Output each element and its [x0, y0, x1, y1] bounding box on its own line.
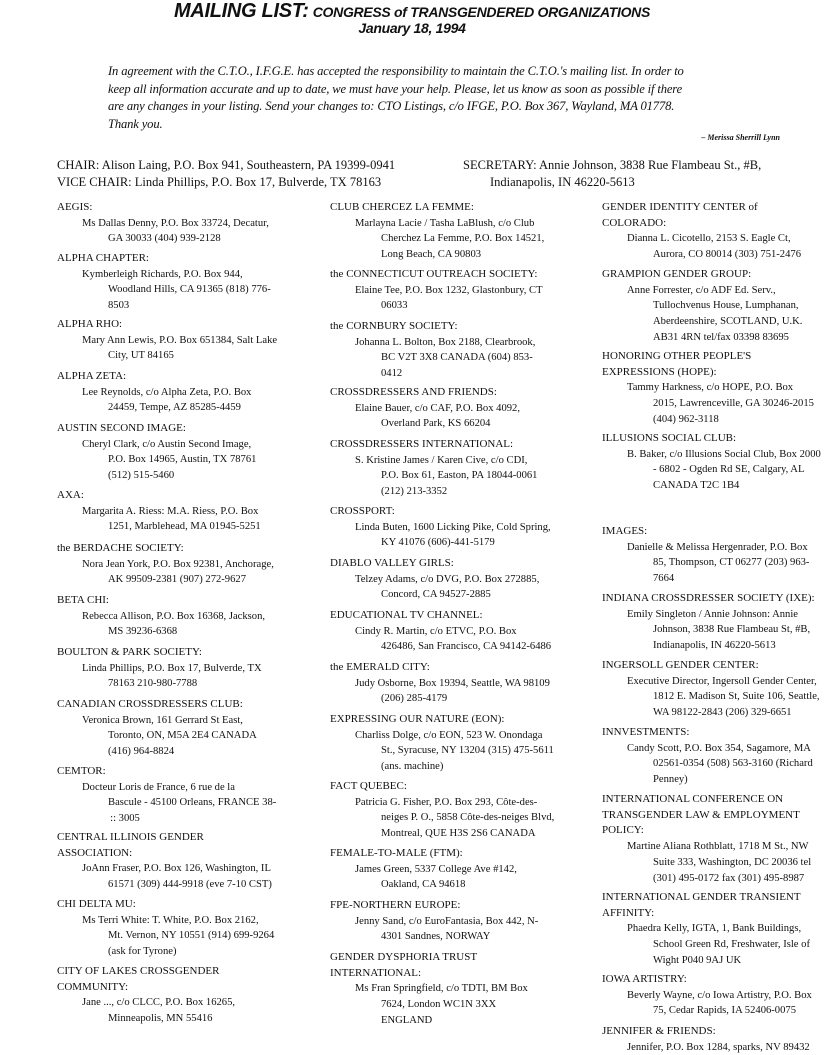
- organization-name: IMAGES:: [602, 525, 648, 537]
- officers-left: [57, 157, 457, 191]
- address-line: MS 39236-6368: [108, 626, 178, 638]
- organization-name: GENDER IDENTITY CENTER of: [602, 201, 758, 213]
- mailing-list-entry: [330, 950, 595, 1029]
- mailing-list-entry: [330, 437, 595, 500]
- contact-name-line: Elaine Bauer, c/o CAF, P.O. Box 4092,: [355, 402, 520, 414]
- address-line: (404) 962-3118: [653, 413, 719, 425]
- address-line: WA 98122-2843 (206) 329-6651: [653, 707, 792, 719]
- contact-name-line: Rebecca Allison, P.O. Box 16368, Jackson,: [82, 610, 266, 622]
- address-line: Concord, CA 94527-2885: [381, 589, 491, 601]
- mailing-list-entry: [330, 200, 595, 263]
- mailing-list-entry: [330, 556, 595, 603]
- mailing-list-entry: [57, 200, 322, 247]
- organization-name: ASSOCIATION:: [57, 846, 133, 859]
- contact-name-line: Linda Phillips, P.O. Box 17, Bulverde, TX: [82, 662, 262, 674]
- mailing-list-entry: [330, 267, 595, 314]
- address-line: - 6802 - Ogden Rd SE, Calgary, AL: [653, 464, 805, 476]
- address-line: 61571 (309) 444-9918 (eve 7-10 CST): [108, 879, 272, 891]
- address-line: Cherchez La Femme, P.O. Box 14521,: [381, 233, 545, 245]
- address-line: Johnson, 3838 Rue Flambeau St, #B,: [653, 624, 811, 636]
- organization-name: INTERNATIONAL GENDER TRANSIENT: [602, 891, 801, 903]
- mailing-list-entry: [602, 524, 824, 587]
- mailing-list-entry: [602, 349, 824, 428]
- mailing-list-entry: [57, 421, 322, 484]
- organization-name: INTERNATIONAL:: [330, 966, 422, 979]
- mailing-list-entry: [57, 317, 322, 364]
- organization-name: AFFINITY:: [602, 906, 655, 919]
- address-line: Aurora, CO 80014 (303) 751-2476: [653, 249, 801, 261]
- mailing-list-entry: [602, 658, 824, 721]
- contact-name-line: Elaine Tee, P.O. Box 1232, Glastonbury, CT: [355, 284, 543, 296]
- contact-name-line: Martine Aliana Rothblatt, 1718 M St., NW: [627, 841, 809, 853]
- contact-name-line: Johanna L. Bolton, Box 2188, Clearbrook,: [355, 336, 536, 348]
- organization-name: CROSSPORT:: [330, 505, 395, 517]
- contact-name-line: Telzey Adams, c/o DVG, P.O. Box 272885,: [355, 573, 540, 585]
- contact-name-line: Jane ..., c/o CLCC, P.O. Box 16265,: [82, 997, 236, 1009]
- organization-name: DIABLO VALLEY GIRLS:: [330, 557, 454, 569]
- address-line: 78163 210-980-7788: [108, 678, 198, 690]
- mailing-list-entry: [602, 725, 824, 788]
- mailing-list-entry: [602, 431, 824, 494]
- contact-name-line: Nora Jean York, P.O. Box 92381, Anchorage,: [82, 558, 274, 570]
- address-line: (206) 285-4179: [381, 693, 448, 705]
- contact-name-line: Beverly Wayne, c/o Iowa Artistry, P.O. Box: [627, 989, 812, 1001]
- address-line: City, UT 84165: [108, 350, 174, 362]
- address-line: 85, Thompson, CT 06277 (203) 963-: [653, 557, 810, 569]
- contact-name-line: Candy Scott, P.O. Box 354, Sagamore, MA: [627, 742, 811, 754]
- mailing-list-entry: [330, 660, 595, 707]
- address-line: 8503: [108, 300, 130, 312]
- organization-name: INTERNATIONAL CONFERENCE ON: [602, 793, 784, 805]
- intro-line: keep all information accurate and up to date, we must have your help. Please, let us know as soon as possible if there: [108, 81, 683, 96]
- organization-name: AUSTIN SECOND IMAGE:: [57, 422, 186, 434]
- organization-name: GENDER DYSPHORIA TRUST: [330, 951, 478, 963]
- contact-name-line: Mary Ann Lewis, P.O. Box 651384, Salt Lake: [82, 334, 278, 346]
- organization-name: FEMALE-TO-MALE (FTM):: [330, 847, 463, 859]
- address-line: :: 3005: [108, 813, 140, 825]
- mailing-list-entry: [57, 764, 322, 827]
- mailing-list-entry: [57, 645, 322, 692]
- address-line: Overland Park, KS 66204: [381, 418, 491, 430]
- address-line: KY 41076 (606)-441-5179: [381, 537, 495, 549]
- mailing-list-entry: [57, 369, 322, 416]
- mailing-list-entry: [330, 712, 595, 775]
- organization-name: GRAMPION GENDER GROUP:: [602, 268, 752, 280]
- organization-name: ILLUSIONS SOCIAL CLUB:: [602, 432, 737, 444]
- contact-name-line: Emily Singleton / Annie Johnson: Annie: [627, 608, 798, 620]
- contact-name-line: B. Baker, c/o Illusions Social Club, Box 2000: [627, 448, 821, 460]
- address-line: Oakland, CA 94618: [381, 879, 466, 891]
- address-line: 0412: [381, 368, 403, 380]
- address-line: BC V2T 3X8 CANADA (604) 853-: [381, 352, 533, 364]
- page-date: January 18, 1994: [358, 20, 466, 36]
- organization-name: TRANSGENDER LAW & EMPLOYMENT: [602, 808, 800, 821]
- intro-line: In agreement with the C.T.O., I.F.G.E. has accepted the responsibility to maintain the C.T.O.'s mailing list. In order to: [108, 64, 684, 78]
- mailing-list-entry: [602, 200, 824, 263]
- contact-name-line: Charliss Dolge, c/o EON, 523 W. Onondaga: [355, 729, 543, 741]
- mailing-list-entry: [57, 251, 322, 314]
- contact-name-line: Kymberleigh Richards, P.O. Box 944,: [82, 268, 243, 280]
- address-line: 4301 Sandnes, NORWAY: [381, 931, 491, 943]
- contact-name-line: JoAnn Fraser, P.O. Box 126, Washington, IL: [82, 863, 271, 875]
- address-line: 2015, Lawrenceville, GA 30246-2015: [653, 398, 814, 410]
- organization-name: CROSSDRESSERS AND FRIENDS:: [330, 386, 497, 398]
- organization-name: AEGIS:: [57, 201, 93, 213]
- address-line: 02561-0354 (508) 563-3160 (Richard: [653, 758, 813, 770]
- intro-line: are any changes in your listing. Send your changes to: CTO Listings, c/o IFGE, P.O. Box 367, Wayland, MA 01778.: [108, 99, 675, 113]
- contact-name-line: Danielle & Melissa Hergenrader, P.O. Box: [627, 541, 808, 553]
- mailing-list-entry: [330, 846, 595, 893]
- organization-name: FPE-NORTHERN EUROPE:: [330, 899, 461, 911]
- address-line: Toronto, ON, M5A 2E4 CANADA: [108, 730, 257, 742]
- address-line: (512) 515-5460: [108, 470, 175, 482]
- mailing-list-entry: [57, 488, 322, 535]
- mailing-list-entry: [57, 697, 322, 760]
- organization-name: EDUCATIONAL TV CHANNEL:: [330, 609, 483, 621]
- organization-name: the CORNBURY SOCIETY:: [330, 320, 458, 332]
- address-line: 1812 E. Madison St, Suite 106, Seattle,: [653, 691, 820, 703]
- organization-name: CEMTOR:: [57, 765, 106, 777]
- organization-name: ALPHA ZETA:: [57, 370, 127, 382]
- contact-name-line: James Green, 5337 College Ave #142,: [355, 863, 517, 875]
- secretary-address: Indianapolis, IN 46220-5613: [490, 175, 635, 189]
- contact-name-line: Phaedra Kelly, IGTA, 1, Bank Buildings,: [627, 923, 802, 935]
- mailing-list-entry: [330, 779, 595, 842]
- address-line: P.O. Box 14965, Austin, TX 78761: [108, 454, 257, 466]
- address-line: Woodland Hills, CA 91365 (818) 776-: [108, 284, 271, 296]
- address-line: Penney): [653, 774, 688, 786]
- address-line: CANADA T2C 1B4: [653, 480, 740, 492]
- contact-name-line: Tammy Harkness, c/o HOPE, P.O. Box: [627, 382, 794, 394]
- mailing-list-entry: [57, 897, 322, 960]
- organization-name: EXPRESSING OUR NATURE (EON):: [330, 713, 505, 725]
- officers-right: [463, 157, 823, 191]
- contact-name-line: Lee Reynolds, c/o Alpha Zeta, P.O. Box: [82, 386, 252, 398]
- address-line: (ans. machine): [381, 761, 444, 773]
- contact-name-line: Anne Forrester, c/o ADF Ed. Serv.,: [627, 284, 776, 296]
- address-line: 24459, Tempe, AZ 85285-4459: [108, 402, 241, 414]
- contact-name-line: Veronica Brown, 161 Gerrard St East,: [82, 714, 243, 726]
- address-line: 06033: [381, 300, 408, 312]
- organization-name: HONORING OTHER PEOPLE'S: [602, 350, 752, 362]
- contact-name-line: Dianna L. Cicotello, 2153 S. Eagle Ct,: [627, 233, 791, 245]
- contact-name-line: Cindy R. Martin, c/o ETVC, P.O. Box: [355, 625, 517, 637]
- address-line: (416) 964-8824: [108, 746, 175, 758]
- address-line: (301) 495-0172 fax (301) 495-8987: [653, 872, 805, 884]
- organization-name: CHI DELTA MU:: [57, 898, 136, 910]
- contact-name-line: Ms Terri White: T. White, P.O. Box 2162,: [82, 914, 259, 926]
- intro-line: Thank you.: [108, 116, 163, 131]
- chair-line: CHAIR: Alison Laing, P.O. Box 941, Southeastern, PA 19399-0941: [57, 158, 396, 172]
- title-sub: CONGRESS of TRANSGENDERED ORGANIZATIONS: [312, 4, 651, 20]
- organization-name: JENNIFER & FRIENDS:: [602, 1025, 716, 1037]
- mailing-list-entry: [602, 267, 824, 346]
- address-line: 75, Cedar Rapids, IA 52406-0075: [653, 1005, 796, 1017]
- mailing-list-entry: [330, 504, 595, 551]
- contact-name-line: Executive Director, Ingersoll Gender Center,: [627, 675, 817, 687]
- address-line: AK 99509-2381 (907) 272-9627: [108, 574, 246, 586]
- organization-name: INNVESTMENTS:: [602, 726, 690, 738]
- address-line: Minneapolis, MN 55416: [108, 1013, 213, 1025]
- organization-name: the EMERALD CITY:: [330, 661, 430, 673]
- organization-name: the BERDACHE SOCIETY:: [57, 542, 184, 554]
- contact-name-line: Margarita A. Riess: M.A. Riess, P.O. Box: [82, 505, 259, 517]
- organization-name: CANADIAN CROSSDRESSERS CLUB:: [57, 698, 243, 710]
- address-line: AB31 4RN tel/fax 03398 83695: [653, 331, 789, 343]
- mailing-list-entry: [57, 830, 322, 893]
- address-line: 1251, Marblehead, MA 01945-5251: [108, 521, 261, 533]
- organization-name: INDIANA CROSSDRESSER SOCIETY (IXE):: [602, 592, 815, 604]
- contact-name-line: Docteur Loris de France, 6 rue de la: [82, 781, 235, 793]
- organization-name: AXA:: [57, 489, 84, 501]
- address-line: 426486, San Francisco, CA 94142-6486: [381, 641, 552, 653]
- contact-name-line: Jennifer, P.O. Box 1284, sparks, NV 89432: [627, 1041, 810, 1053]
- organization-name: IOWA ARTISTRY:: [602, 973, 687, 985]
- organization-name: BOULTON & PARK SOCIETY:: [57, 646, 202, 658]
- contact-name-line: Jenny Sand, c/o EuroFantasia, Box 442, N-: [355, 915, 539, 927]
- mailing-list-entry: [602, 1024, 824, 1055]
- organization-name: FACT QUEBEC:: [330, 780, 407, 792]
- address-line: St., Syracuse, NY 13204 (315) 475-5611: [381, 745, 554, 757]
- secretary-line: SECRETARY: Annie Johnson, 3838 Rue Flambeau St., #B,: [463, 158, 762, 172]
- address-line: Tullochvenus House, Lumphanan,: [653, 300, 799, 312]
- address-line: Long Beach, CA 90803: [381, 249, 482, 261]
- address-line: 7624, London WC1N 3XX: [381, 999, 497, 1011]
- organization-name: ALPHA RHO:: [57, 318, 123, 330]
- contact-name-line: Patricia G. Fisher, P.O. Box 293, Côte-des-: [355, 796, 538, 808]
- organization-name: BETA CHI:: [57, 594, 109, 606]
- organization-name: CLUB CHERCEZ LA FEMME:: [330, 201, 474, 213]
- mailing-list-entry: [330, 608, 595, 655]
- address-line: neiges P. O., 5858 Côte-des-neiges Blvd,: [381, 812, 555, 824]
- address-line: 7664: [653, 573, 675, 585]
- address-line: Aberdeenshire, SCOTLAND, U.K.: [653, 316, 803, 328]
- mailing-list-entry: [57, 541, 322, 588]
- contact-name-line: Judy Osborne, Box 19394, Seattle, WA 98109: [355, 677, 550, 689]
- address-line: Mt. Vernon, NY 10551 (914) 699-9264: [108, 930, 275, 942]
- mailing-list-entry: [330, 319, 595, 382]
- organization-name: POLICY:: [602, 824, 644, 837]
- address-line: GA 30033 (404) 939-2128: [108, 233, 221, 245]
- contact-name-line: Linda Buten, 1600 Licking Pike, Cold Spring,: [355, 521, 551, 533]
- address-line: Bascule - 45100 Orleans, FRANCE 38-: [108, 797, 277, 809]
- mailing-list-entry: [330, 385, 595, 432]
- contact-name-line: Cheryl Clark, c/o Austin Second Image,: [82, 438, 252, 450]
- organization-name: COMMUNITY:: [57, 980, 129, 993]
- mailing-list-entry: [57, 964, 322, 1027]
- mailing-list-entry: [57, 593, 322, 640]
- organization-name: CENTRAL ILLINOIS GENDER: [57, 831, 204, 843]
- mailing-list-entry: [602, 972, 824, 1019]
- organization-name: the CONNECTICUT OUTREACH SOCIETY:: [330, 268, 538, 280]
- address-line: P.O. Box 61, Easton, PA 18044-0061: [381, 470, 538, 482]
- address-line: Montreal, QUE H3S 2S6 CANADA: [381, 828, 536, 840]
- intro-paragraph: [108, 63, 798, 133]
- signature: – Merissa Sherrill Lynn: [701, 133, 780, 142]
- title-main: MAILING LIST:: [173, 0, 309, 22]
- address-line: Indianapolis, IN 46220-5613: [653, 640, 776, 652]
- mailing-list-entry: [602, 890, 824, 969]
- organization-name: CROSSDRESSERS INTERNATIONAL:: [330, 438, 514, 450]
- address-line: Wight P040 9AJ UK: [653, 954, 742, 966]
- organization-name: EXPRESSIONS (HOPE):: [602, 365, 717, 378]
- contact-name-line: S. Kristine James / Karen Cive, c/o CDI,: [355, 454, 528, 466]
- organization-name: ALPHA CHAPTER:: [57, 252, 149, 264]
- mailing-list-entry: [602, 591, 824, 654]
- contact-name-line: Ms Fran Springfield, c/o TDTI, BM Box: [355, 983, 528, 995]
- mailing-list-entry: [602, 792, 824, 886]
- contact-name-line: Marlayna Lacie / Tasha LaBlush, c/o Club: [355, 217, 535, 229]
- address-line: School Green Rd, Freshwater, Isle of: [653, 939, 810, 951]
- address-line: ENGLAND: [381, 1014, 433, 1026]
- mailing-list-entry: [330, 898, 595, 945]
- address-line: (ask for Tyrone): [108, 946, 177, 958]
- contact-name-line: Ms Dallas Denny, P.O. Box 33724, Decatur,: [82, 217, 269, 229]
- organization-name: COLORADO:: [602, 216, 667, 229]
- organization-name: CITY OF LAKES CROSSGENDER: [57, 965, 220, 977]
- organization-name: INGERSOLL GENDER CENTER:: [602, 659, 759, 671]
- address-line: Suite 333, Washington, DC 20036 tel: [653, 856, 812, 868]
- address-line: (212) 213-3352: [381, 486, 448, 498]
- vice-chair-line: VICE CHAIR: Linda Phillips, P.O. Box 17, Bulverde, TX 78163: [57, 175, 382, 189]
